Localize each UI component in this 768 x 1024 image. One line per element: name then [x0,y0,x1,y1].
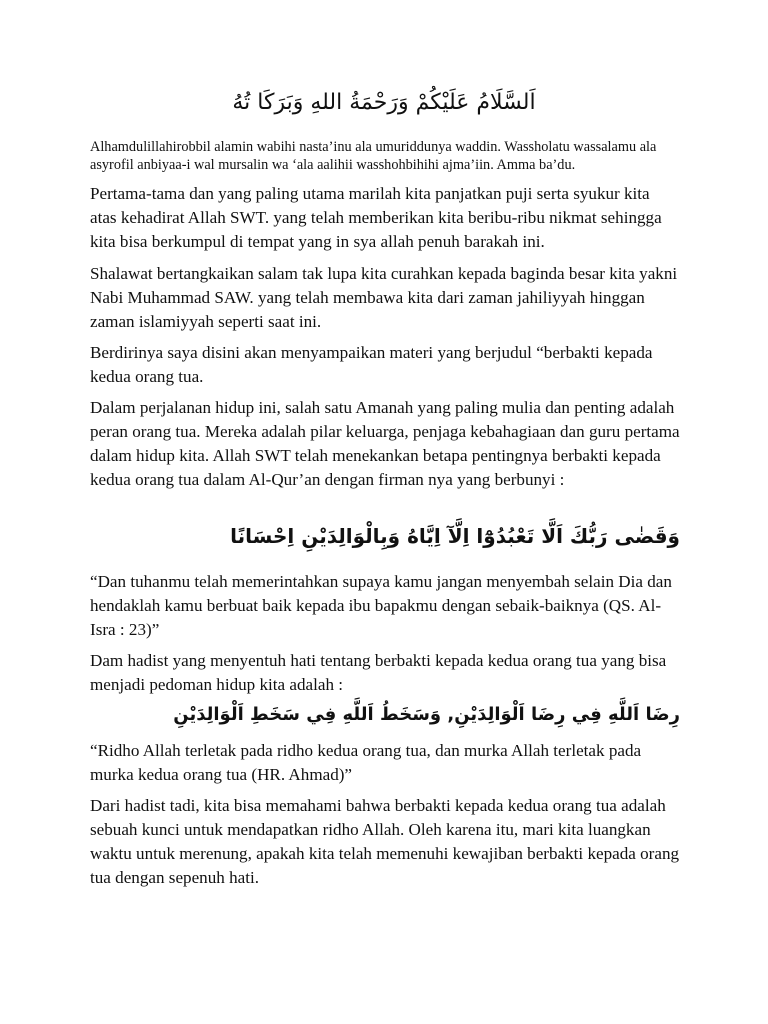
arabic-greeting: اَلسَّلَامُ عَلَيْكُمْ وَرَحْمَةُ اللهِ وَبَرَكَا تُهُ [232,90,536,115]
paragraph-hadith-intro: Dam hadist yang menyentuh hati tentang berbakti kepada kedua orang tua yang bisa menjadi pedoman hidup kita adalah : [90,651,667,694]
paragraph-parents-role: Dalam perjalanan hidup ini, salah satu Amanah yang paling mulia dan penting adalah peran orang tua. Mereka adalah pilar keluarga, penjaga kebahagiaan dan guru pertama dalam hidup kita. Allah SWT telah menekankan betapa pentingnya berbakti kepada kedua orang tua dalam Al-Qur’an dengan firman nya yang berbunyi : [90,398,680,489]
paragraph-praise: Pertama-tama dan yang paling utama marilah kita panjatkan puji serta syukur kita atas kehadirat Allah SWT. yang telah memberikan kita beribu-ribu nikmat sehingga kita bisa berkumpul di tempat yang in sya allah penuh barakah ini. [90,184,662,251]
paragraph-shalawat: Shalawat bertangkaikan salam tak lupa kita curahkan kepada baginda besar kita yakni Nabi Muhammad SAW. yang telah membawa kita dari zaman jahiliyyah hinggan zaman islamiyyah seperti saat ini. [90,264,678,331]
paragraph-verse-translation: “Dan tuhanmu telah memerintahkan supaya kamu jangan menyembah selain Dia dan hendaklah kamu berbuat baik kepada ibu bapakmu dengan sebaik-baiknya (QS. Al-Isra : 23)” [90,572,672,639]
quran-verse: وَقَضٰى رَبُّكَ اَلَّا تَعْبُدُوْٓا اِلَّآ اِيَّاهُ وَبِالْوَالِدَيْنِ اِحْسَانًا [230,524,680,548]
paragraph-hadith-translation: “Ridho Allah terletak pada ridho kedua orang tua, dan murka Allah terletak pada murka kedua orang tua (HR. Ahmad)” [90,741,642,784]
opening-prayer: Alhamdulillahirobbil alamin wabihi nasta’inu ala umuriddunya waddin. Wassholatu wassalamu ala asyrofil anbiyaa-i wal mursalin wa ‘ala aalihii wasshohbihihi ajma’iin. Amma ba’du. [90,139,657,173]
hadith-text: رِضَا اَللَّهِ فِي رِضَا اَلْوَالِدَيْنِ, وَسَخَطُ اَللَّهِ فِي سَخَطِ اَلْوَالِدَيْنِ [173,704,680,725]
paragraph-topic: Berdirinya saya disini akan menyampaikan materi yang berjudul “berbakti kepada kedua orang tua. [90,343,653,386]
paragraph-conclusion: Dari hadist tadi, kita bisa memahami bahwa berbakti kepada kedua orang tua adalah sebuah kunci untuk mendapatkan ridho Allah. Oleh karena itu, mari kita luangkan waktu untuk merenung, apakah kita telah memenuhi kewajiban berbakti kepada orang tua dengan sepenuh hati. [90,796,680,887]
